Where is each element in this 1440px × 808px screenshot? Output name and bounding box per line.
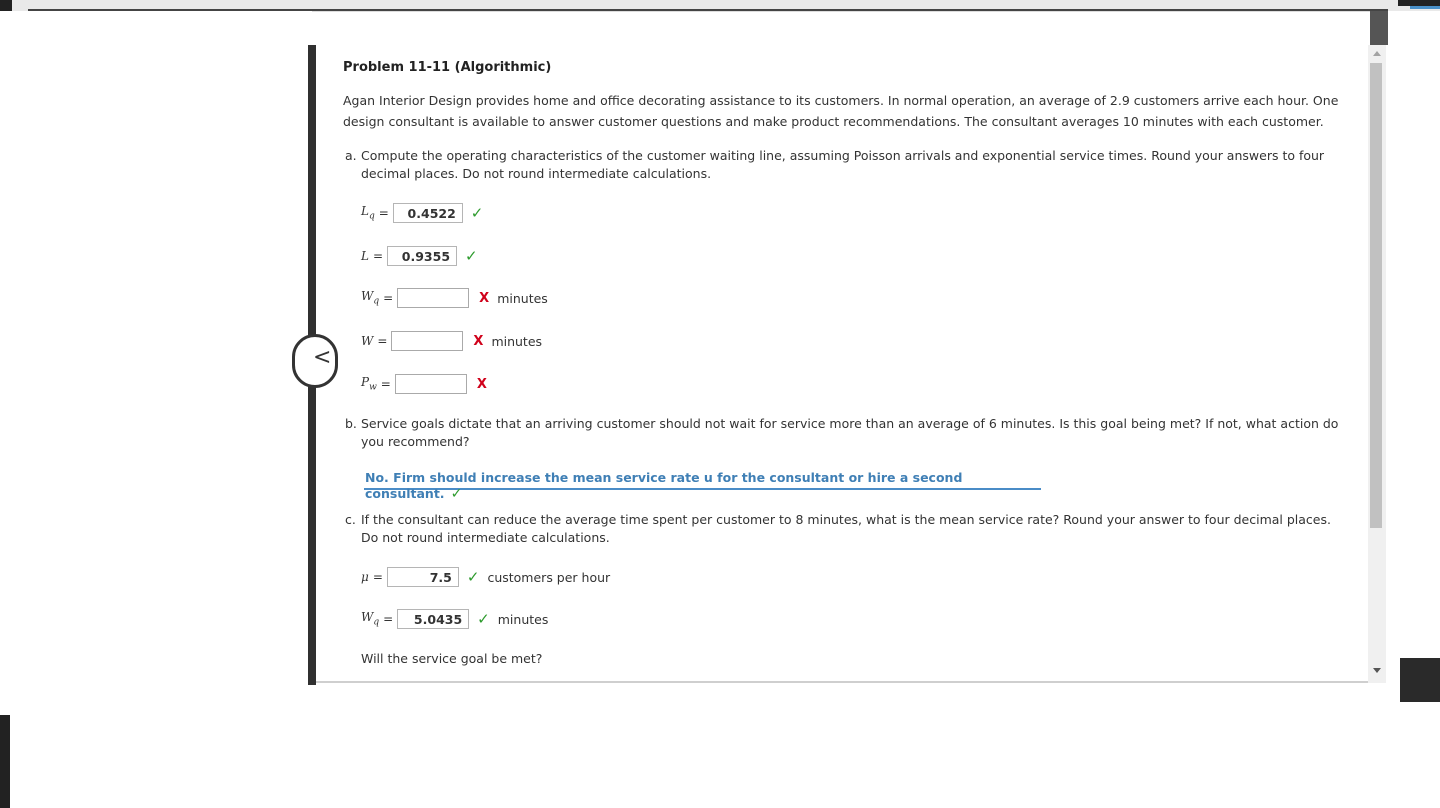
part-b-selected-answer: No. Firm should increase the mean service rate u for the consultant or hire a second consultant. — [365, 470, 963, 501]
incorrect-x-icon: X — [479, 290, 490, 306]
answer-row-pw — [361, 372, 487, 396]
part-b-letter: b. — [345, 416, 357, 431]
scroll-thumb[interactable] — [1370, 63, 1382, 528]
var-label: W — [361, 334, 374, 348]
equals-sign: = — [380, 377, 391, 391]
top-right-accent — [1410, 6, 1440, 9]
var-label: $L_q$ — [361, 204, 375, 222]
part-a-letter: a. — [345, 148, 357, 163]
answer-row-mu — [361, 565, 610, 589]
right-dark-block — [1400, 658, 1440, 702]
answer-row-wq-c — [361, 607, 548, 631]
correct-check-icon: ✓ — [450, 486, 463, 502]
wq-c-answer-input[interactable]: 5.0435 — [397, 609, 469, 629]
var-label: $W_q$ — [361, 610, 380, 628]
incorrect-x-icon: X — [473, 333, 484, 349]
scroll-up-arrow-icon[interactable] — [1373, 51, 1381, 56]
scroll-down-arrow-icon[interactable] — [1373, 668, 1381, 673]
equals-sign: = — [377, 334, 388, 348]
frame-bottom-line — [316, 681, 1384, 683]
service-goal-question: Will the service goal be met? — [361, 651, 543, 666]
lq-answer-input[interactable]: 0.4522 — [393, 203, 463, 223]
part-b-text: Service goals dictate that an arriving customer should not wait for service more than an average of 6 minutes. Is this goal being met? If not, what action do you recommend? — [361, 416, 1339, 449]
part-b-question — [345, 415, 1351, 451]
part-a-question — [345, 147, 1351, 183]
equals-sign: = — [378, 206, 389, 220]
l-answer-input[interactable]: 0.9355 — [387, 246, 457, 266]
problem-intro: Agan Interior Design provides home and office decorating assistance to its customers. In normal operation, an average of 2.9 customers arrive each hour. One design consultant is available to answer customer questions and make product recommendations. The consultant averages 10 minutes with each customer. — [343, 93, 1339, 129]
equals-sign: = — [383, 612, 394, 626]
var-label: μ — [361, 570, 369, 584]
equals-sign: = — [372, 570, 383, 584]
unit-label: minutes — [497, 290, 548, 306]
part-c-text: If the consultant can reduce the average time spent per customer to 8 minutes, what is the mean service rate? Round your answer to four decimal places. Do not round intermediate calculations. — [361, 512, 1331, 545]
pw-answer-input[interactable] — [395, 374, 467, 394]
scrollbar-top-cap — [1370, 11, 1388, 45]
part-a-text: Compute the operating characteristics of the customer waiting line, assuming Poisson arrivals and exponential service times. Round your answers to four decimal places. Do not round intermediate calculations. — [361, 148, 1325, 181]
correct-check-icon: ✓ — [465, 247, 478, 265]
problem-title: Problem 11-11 (Algorithmic) — [343, 60, 552, 75]
var-label: $W_q$ — [361, 289, 380, 307]
wq-answer-input[interactable] — [397, 288, 469, 308]
unit-label: customers per hour — [487, 569, 611, 585]
browser-top-strip — [0, 0, 1440, 11]
unit-label: minutes — [491, 333, 543, 349]
frame-top-border — [312, 11, 1388, 12]
answer-row-lq — [361, 201, 483, 225]
var-label: L — [361, 249, 369, 263]
var-label: $P_w$ — [361, 375, 377, 393]
correct-check-icon: ✓ — [470, 204, 484, 222]
equals-sign: = — [372, 249, 384, 263]
equals-sign: = — [383, 291, 394, 305]
chevron-left-icon: < — [313, 345, 332, 370]
answer-row-w — [361, 329, 542, 353]
w-answer-input[interactable] — [391, 331, 463, 351]
part-c-question — [345, 511, 1351, 547]
correct-check-icon: ✓ — [466, 568, 480, 586]
answer-row-l — [361, 244, 478, 268]
top-left-dark-block — [0, 0, 12, 11]
left-dark-block — [0, 715, 10, 808]
part-b-answer-dropdown[interactable] — [364, 470, 1041, 502]
unit-label: minutes — [497, 611, 549, 627]
collapse-panel-button[interactable] — [292, 334, 338, 388]
correct-check-icon: ✓ — [477, 610, 490, 628]
part-c-letter: c. — [345, 512, 356, 527]
answer-row-wq — [361, 286, 548, 310]
vertical-scrollbar[interactable] — [1368, 45, 1386, 683]
mu-answer-input[interactable]: 7.5 — [387, 567, 459, 587]
incorrect-x-icon: X — [476, 376, 487, 392]
